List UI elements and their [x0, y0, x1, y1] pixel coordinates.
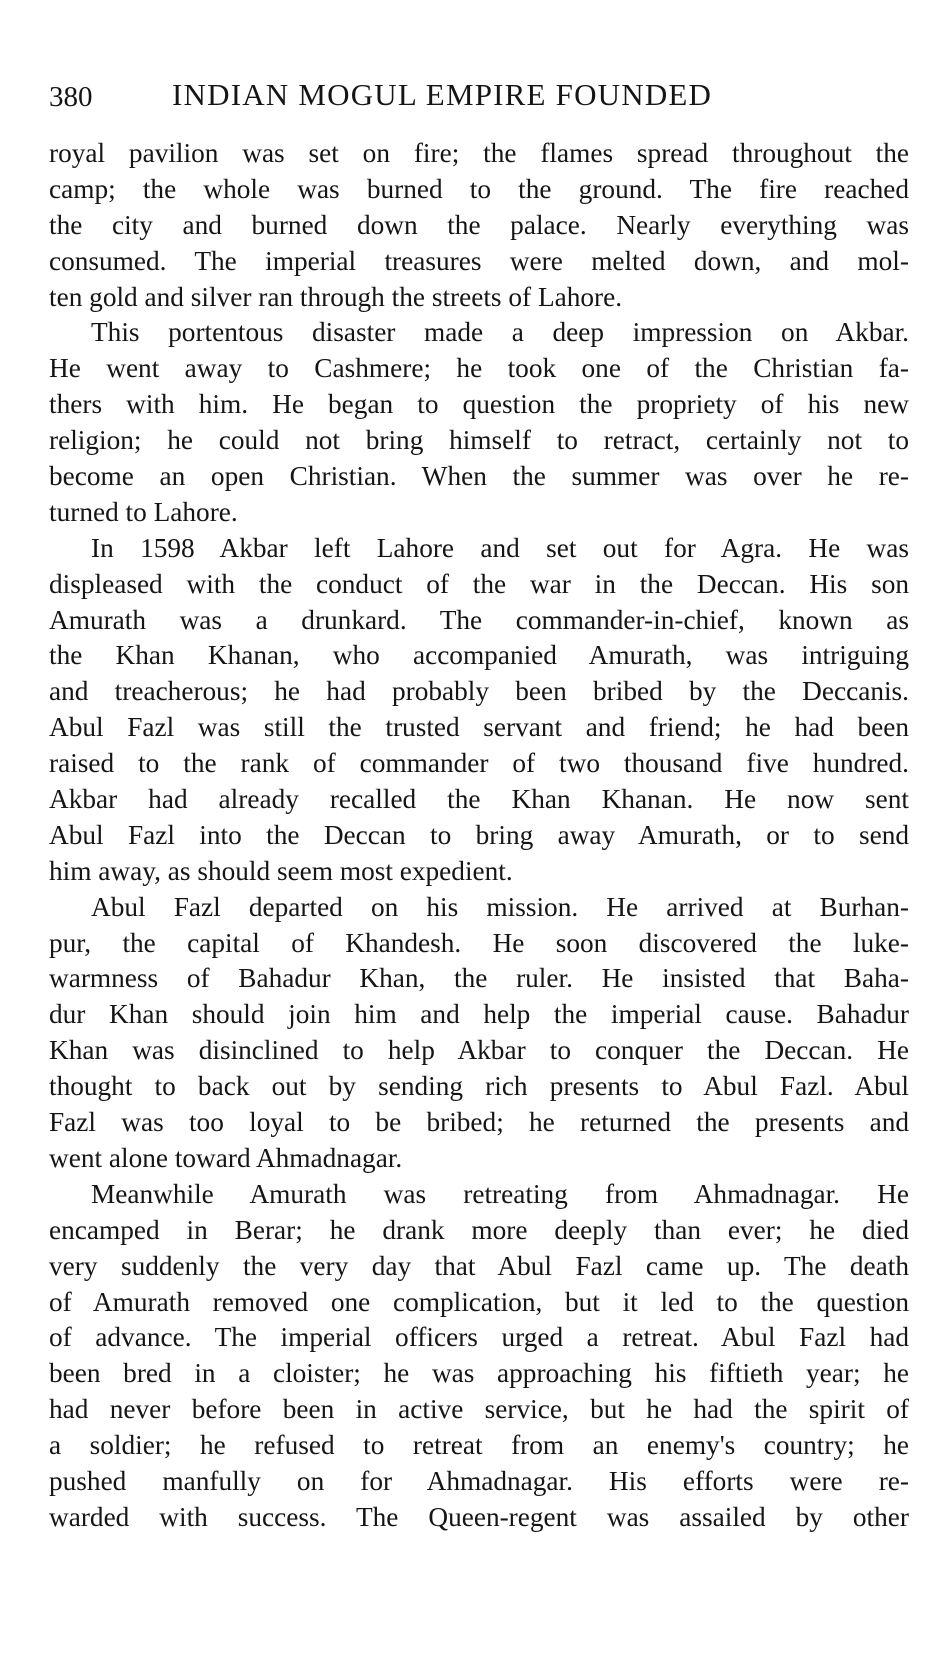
running-head	[49, 70, 909, 120]
text-line: turned to Lahore.	[49, 496, 238, 527]
text-line: royal pavilion was set on fire; the flames spread throughout the	[49, 138, 909, 168]
text-line: displeased with the conduct of the war in the Deccan. His son	[49, 568, 909, 599]
text-line: consumed. The imperial treasures were melted down, and mol-	[49, 245, 909, 276]
text-line: very suddenly the very day that Abul Fazl came up. The death	[49, 1250, 909, 1281]
text-line: the city and burned down the palace. Nearly everything was	[49, 209, 909, 240]
text-line: thers with him. He began to question the propriety of his new	[49, 389, 909, 420]
text-line: him away, as should seem most expedient.	[49, 855, 513, 886]
paragraph-start-line: This portentous disaster made a deep impression on Akbar.	[91, 317, 909, 348]
body-text	[49, 136, 909, 1536]
text-line: a soldier; he refused to retreat from an enemy's country; he	[49, 1430, 909, 1461]
text-line: of advance. The imperial officers urged a retreat. Abul Fazl had	[49, 1322, 909, 1353]
text-line: had never before been in active service, but he had the spirit of	[49, 1394, 909, 1425]
text-line: been bred in a cloister; he was approaching his fiftieth year; he	[49, 1358, 909, 1389]
paragraph-start-line: Meanwhile Amurath was retreating from Ahmadnagar. He	[91, 1178, 909, 1209]
page-title: INDIAN MOGUL EMPIRE FOUNDED	[172, 77, 713, 112]
text-line: He went away to Cashmere; he took one of the Christian fa-	[49, 353, 909, 384]
paragraph-start-line: In 1598 Akbar left Lahore and set out for Agra. He was	[91, 532, 909, 563]
text-line: pur, the capital of Khandesh. He soon discovered the luke-	[49, 927, 909, 958]
text-line: Abul Fazl into the Deccan to bring away Amurath, or to send	[49, 819, 909, 850]
text-line: warmness of Bahadur Khan, the ruler. He insisted that Baha-	[49, 963, 909, 994]
text-line: raised to the rank of commander of two thousand five hundred.	[49, 748, 909, 779]
text-line: of Amurath removed one complication, but it led to the question	[49, 1286, 909, 1317]
text-line: religion; he could not bring himself to retract, certainly not to	[49, 425, 909, 456]
text-line: dur Khan should join him and help the imperial cause. Bahadur	[49, 999, 909, 1030]
text-line: the Khan Khanan, who accompanied Amurath, was intriguing	[49, 640, 909, 671]
text-line: Amurath was a drunkard. The commander-in-chief, known as	[49, 604, 909, 635]
text-line: encamped in Berar; he drank more deeply than ever; he died	[49, 1214, 909, 1245]
text-line: Khan was disinclined to help Akbar to conquer the Deccan. He	[49, 1035, 909, 1066]
text-line: Akbar had already recalled the Khan Khanan. He now sent	[49, 784, 909, 815]
text-line: warded with success. The Queen-regent was assailed by other	[49, 1501, 909, 1532]
text-line: and treacherous; he had probably been bribed by the Deccanis.	[49, 676, 909, 707]
page-number: 380	[49, 81, 93, 113]
text-line: thought to back out by sending rich presents to Abul Fazl. Abul	[49, 1071, 909, 1102]
text-line: camp; the whole was burned to the ground. The fire reached	[49, 173, 909, 204]
text-line: Fazl was too loyal to be bribed; he returned the presents and	[49, 1107, 909, 1138]
text-line: ten gold and silver ran through the streets of Lahore.	[49, 281, 623, 312]
text-line: Abul Fazl was still the trusted servant and friend; he had been	[49, 712, 909, 743]
text-line: become an open Christian. When the summer was over he re-	[49, 461, 909, 492]
text-line: pushed manfully on for Ahmadnagar. His efforts were re-	[49, 1465, 909, 1496]
text-line: went alone toward Ahmadnagar.	[49, 1142, 403, 1173]
paragraph-start-line: Abul Fazl departed on his mission. He arrived at Burhan-	[91, 891, 909, 922]
